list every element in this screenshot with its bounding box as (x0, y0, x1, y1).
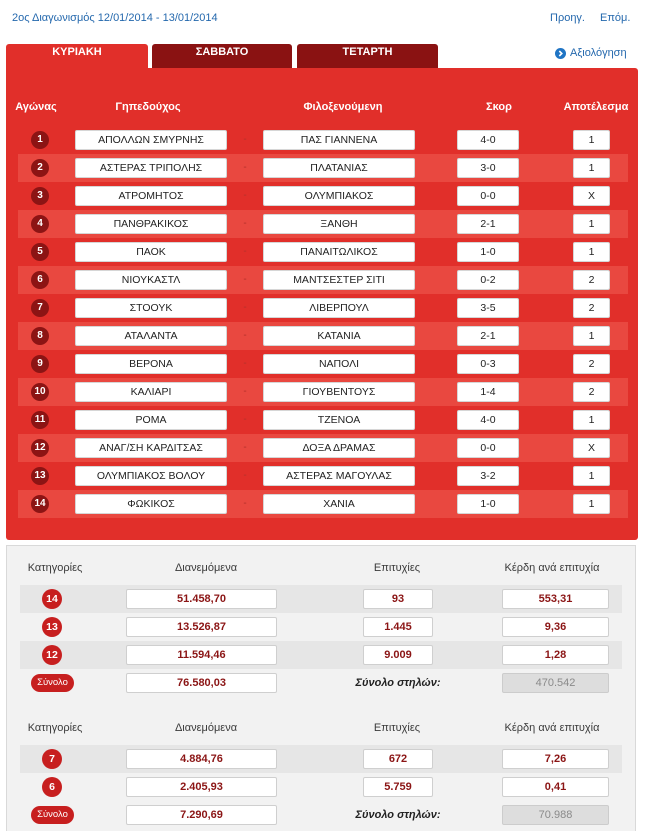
rating-link[interactable] (555, 46, 627, 60)
home-team-field: ΑΠΟΛΛΩΝ ΣΜΥΡΝΗΣ (75, 130, 227, 150)
match-row (18, 154, 628, 182)
home-team-field: ΟΛΥΜΠΙΑΚΟΣ ΒΟΛΟΥ (75, 466, 227, 486)
category-badge: 12 (42, 645, 62, 665)
chevron-right-circle-icon (555, 48, 566, 59)
result-field: 1 (573, 326, 610, 346)
category-badge: 7 (42, 749, 62, 769)
home-team-field: ΠΑΟΚ (75, 242, 227, 262)
prize-total-row (20, 801, 622, 829)
total-distributed-field: 76.580,03 (126, 673, 277, 693)
result-field: 1 (573, 494, 610, 514)
rating-label: Αξιολόγηση (570, 47, 627, 59)
result-field: 1 (573, 158, 610, 178)
match-row (18, 322, 628, 350)
result-field: 2 (573, 270, 610, 290)
total-distributed-field: 7.290,69 (126, 805, 277, 825)
match-number-badge: 1 (31, 131, 49, 149)
match-row (18, 126, 628, 154)
header-categories: Κατηγορίες (27, 562, 83, 574)
prize-category-row (20, 585, 622, 613)
match-number-badge: 10 (31, 383, 49, 401)
winners-count-field: 9.009 (363, 645, 433, 665)
result-field: 1 (573, 410, 610, 430)
total-columns-label: Σύνολο στηλών: (355, 809, 441, 821)
prize-per-winner-field: 9,36 (502, 617, 609, 637)
match-number-badge: 13 (31, 467, 49, 485)
total-badge: Σύνολο (31, 674, 74, 692)
column-header-home: Γηπεδούχος (115, 101, 181, 113)
prize-distribution-panel (6, 545, 636, 831)
match-row (18, 434, 628, 462)
prize-per-winner-field: 1,28 (502, 645, 609, 665)
category-badge: 6 (42, 777, 62, 797)
header-prize-per-winner: Κέρδη ανά επιτυχία (504, 562, 600, 574)
away-team-field: ΚΑΤΑΝΙΑ (263, 326, 415, 346)
away-team-field: ΞΑΝΘΗ (263, 214, 415, 234)
score-field: 3-5 (457, 298, 519, 318)
winners-count-field: 672 (363, 749, 433, 769)
category-badge: 14 (42, 589, 62, 609)
away-team-field: ΠΑΣ ΓΙΑΝΝΕΝΑ (263, 130, 415, 150)
score-field: 2-1 (457, 214, 519, 234)
match-number-badge: 2 (31, 159, 49, 177)
score-field: 0-3 (457, 354, 519, 374)
winners-count-field: 5.759 (363, 777, 433, 797)
home-team-field: ΠΑΝΘΡΑΚΙΚΟΣ (75, 214, 227, 234)
result-field: 1 (573, 242, 610, 262)
match-row (18, 490, 628, 518)
away-team-field: ΤΖΕΝΟΑ (263, 410, 415, 430)
header-categories: Κατηγορίες (27, 722, 83, 734)
vs-separator: - (243, 274, 247, 285)
home-team-field: ΝΙΟΥΚΑΣΤΛ (75, 270, 227, 290)
away-team-field: ΧΑΝΙΑ (263, 494, 415, 514)
score-field: 0-2 (457, 270, 519, 290)
home-team-field: ΒΕΡΟΝΑ (75, 354, 227, 374)
match-number-badge: 6 (31, 271, 49, 289)
score-field: 1-0 (457, 242, 519, 262)
prize-category-row (20, 773, 622, 801)
previous-draw-link[interactable]: Προηγ. (550, 12, 585, 24)
winners-count-field: 93 (363, 589, 433, 609)
total-columns-field: 70.988 (502, 805, 609, 825)
home-team-field: ΑΝΑΓ/ΣΗ ΚΑΡΔΙΤΣΑΣ (75, 438, 227, 458)
match-number-badge: 14 (31, 495, 49, 513)
match-number-badge: 7 (31, 299, 49, 317)
result-field: 1 (573, 214, 610, 234)
matches-panel (6, 68, 638, 540)
away-team-field: ΠΑΝΑΙΤΩΛΙΚΟΣ (263, 242, 415, 262)
away-team-field: ΝΑΠΟΛΙ (263, 354, 415, 374)
header-prize-per-winner: Κέρδη ανά επιτυχία (504, 722, 600, 734)
home-team-field: ΡΟΜΑ (75, 410, 227, 430)
away-team-field: ΔΟΞΑ ΔΡΑΜΑΣ (263, 438, 415, 458)
prize-per-winner-field: 7,26 (502, 749, 609, 769)
match-number-badge: 11 (31, 411, 49, 429)
tab-wednesday[interactable]: ΤΕΤΑΡΤΗ (297, 44, 438, 68)
distributed-amount-field: 13.526,87 (126, 617, 277, 637)
result-field: 2 (573, 354, 610, 374)
away-team-field: ΜΑΝΤΣΕΣΤΕΡ ΣΙΤΙ (263, 270, 415, 290)
match-row (18, 210, 628, 238)
away-team-field: ΟΛΥΜΠΙΑΚΟΣ (263, 186, 415, 206)
vs-separator: - (243, 246, 247, 257)
prize-rows (20, 745, 622, 829)
match-row (18, 350, 628, 378)
match-number-badge: 4 (31, 215, 49, 233)
vs-separator: - (243, 442, 247, 453)
vs-separator: - (243, 470, 247, 481)
prize-total-row (20, 669, 622, 697)
draw-title: 2ος Διαγωνισμός 12/01/2014 - 13/01/2014 (12, 12, 218, 24)
result-field: X (573, 438, 610, 458)
match-row (18, 294, 628, 322)
result-field: X (573, 186, 610, 206)
category-badge: 13 (42, 617, 62, 637)
next-draw-link[interactable]: Επόμ. (600, 12, 631, 24)
prize-category-row (20, 641, 622, 669)
prize-per-winner-field: 0,41 (502, 777, 609, 797)
prize-table-main (7, 556, 635, 706)
score-field: 4-0 (457, 410, 519, 430)
prize-table-secondary (7, 716, 635, 830)
score-field: 0-0 (457, 186, 519, 206)
prize-table-header (20, 556, 622, 580)
score-field: 4-0 (457, 130, 519, 150)
home-team-field: ΣΤΟΟΥΚ (75, 298, 227, 318)
match-row (18, 378, 628, 406)
column-header-match: Αγώνας (15, 101, 57, 113)
result-field: 1 (573, 130, 610, 150)
match-number-badge: 9 (31, 355, 49, 373)
score-field: 3-0 (457, 158, 519, 178)
prize-per-winner-field: 553,31 (502, 589, 609, 609)
match-row (18, 266, 628, 294)
column-header-away: Φιλοξενούμενη (303, 101, 383, 113)
header-winners: Επιτυχίες (373, 722, 421, 734)
match-number-badge: 3 (31, 187, 49, 205)
score-field: 3-2 (457, 466, 519, 486)
prize-category-row (20, 745, 622, 773)
vs-separator: - (243, 302, 247, 313)
result-field: 2 (573, 382, 610, 402)
away-team-field: ΑΣΤΕΡΑΣ ΜΑΓΟΥΛΑΣ (263, 466, 415, 486)
tab-saturday[interactable]: ΣΑΒΒΑΤΟ (152, 44, 292, 68)
match-row (18, 462, 628, 490)
vs-separator: - (243, 386, 247, 397)
vs-separator: - (243, 498, 247, 509)
column-header-score: Σκορ (486, 101, 512, 113)
match-row (18, 406, 628, 434)
vs-separator: - (243, 330, 247, 341)
away-team-field: ΠΛΑΤΑΝΙΑΣ (263, 158, 415, 178)
vs-separator: - (243, 134, 247, 145)
home-team-field: ΚΑΛΙΑΡΙ (75, 382, 227, 402)
match-number-badge: 5 (31, 243, 49, 261)
home-team-field: ΑΤΑΛΑΝΤΑ (75, 326, 227, 346)
distributed-amount-field: 51.458,70 (126, 589, 277, 609)
distributed-amount-field: 2.405,93 (126, 777, 277, 797)
header-distributed: Διανεμόμενα (174, 722, 238, 734)
match-list (18, 126, 628, 518)
column-header-result: Αποτέλεσμα (563, 101, 629, 113)
distributed-amount-field: 4.884,76 (126, 749, 277, 769)
total-columns-label: Σύνολο στηλών: (355, 677, 441, 689)
vs-separator: - (243, 358, 247, 369)
home-team-field: ΑΣΤΕΡΑΣ ΤΡΙΠΟΛΗΣ (75, 158, 227, 178)
prize-category-row (20, 613, 622, 641)
home-team-field: ΦΩΚΙΚΟΣ (75, 494, 227, 514)
away-team-field: ΓΙΟΥΒΕΝΤΟΥΣ (263, 382, 415, 402)
prize-table-header (20, 716, 622, 740)
header-winners: Επιτυχίες (373, 562, 421, 574)
home-team-field: ΑΤΡΟΜΗΤΟΣ (75, 186, 227, 206)
vs-separator: - (243, 190, 247, 201)
score-field: 2-1 (457, 326, 519, 346)
away-team-field: ΛΙΒΕΡΠΟΥΛ (263, 298, 415, 318)
distributed-amount-field: 11.594,46 (126, 645, 277, 665)
match-row (18, 182, 628, 210)
prize-rows (20, 585, 622, 697)
score-field: 1-0 (457, 494, 519, 514)
match-row (18, 238, 628, 266)
result-field: 2 (573, 298, 610, 318)
winners-count-field: 1.445 (363, 617, 433, 637)
vs-separator: - (243, 414, 247, 425)
header-distributed: Διανεμόμενα (174, 562, 238, 574)
match-number-badge: 12 (31, 439, 49, 457)
match-number-badge: 8 (31, 327, 49, 345)
vs-separator: - (243, 218, 247, 229)
score-field: 1-4 (457, 382, 519, 402)
vs-separator: - (243, 162, 247, 173)
result-field: 1 (573, 466, 610, 486)
total-badge: Σύνολο (31, 806, 74, 824)
total-columns-field: 470.542 (502, 673, 609, 693)
score-field: 0-0 (457, 438, 519, 458)
tab-sunday[interactable]: ΚΥΡΙΑΚΗ (6, 44, 148, 69)
